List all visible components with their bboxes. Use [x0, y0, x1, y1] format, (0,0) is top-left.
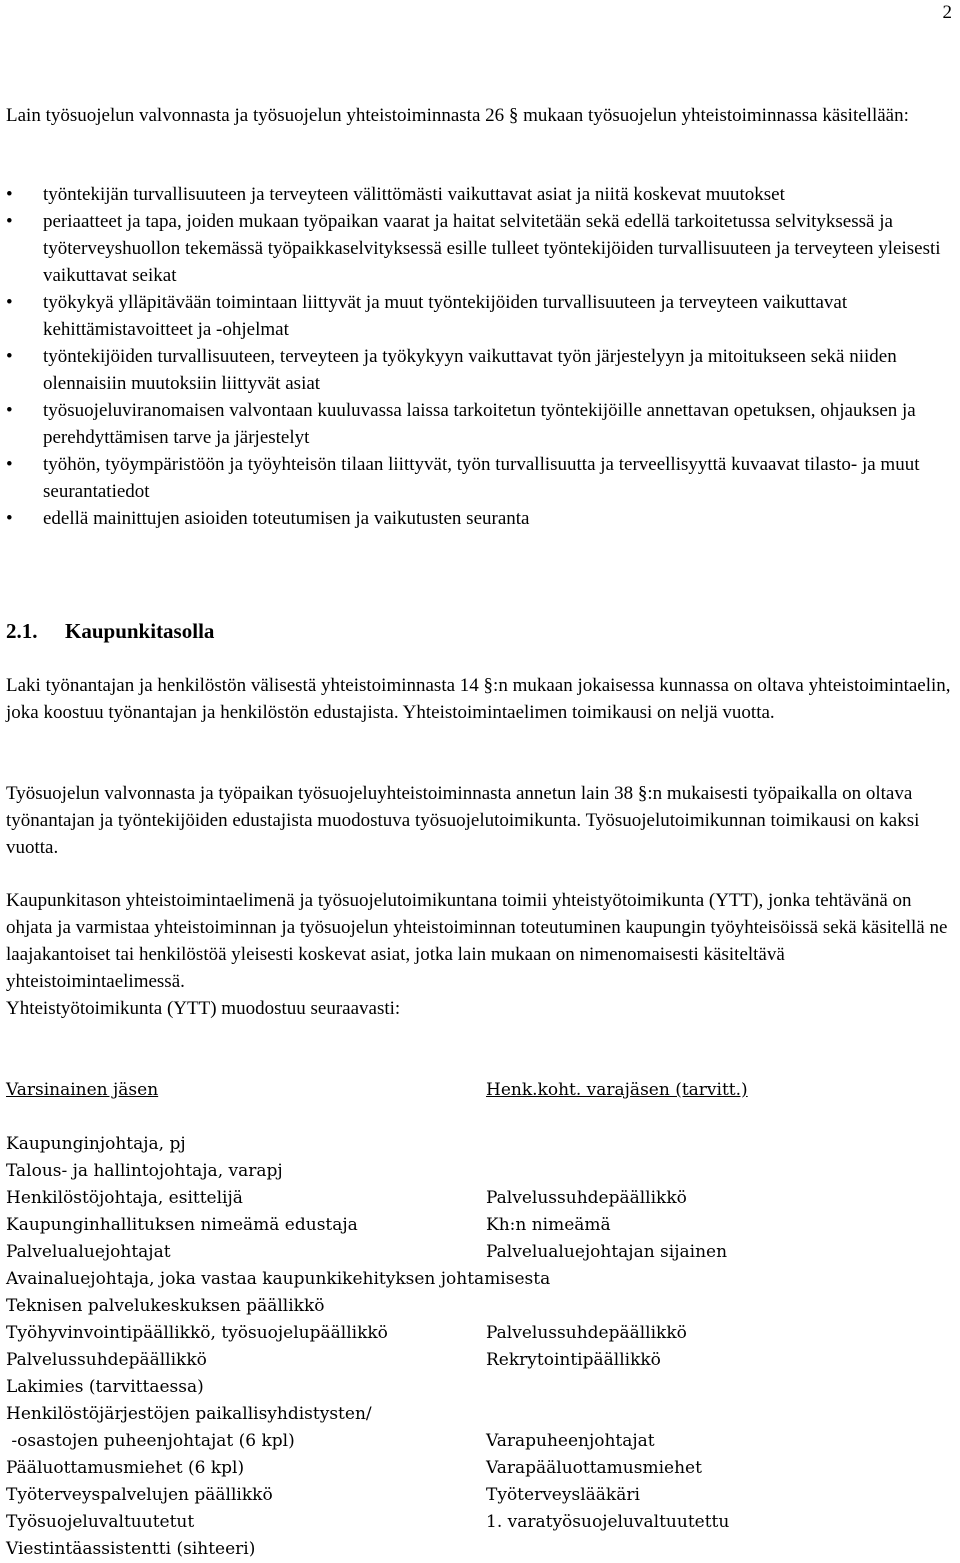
bullet-icon: • — [6, 211, 13, 232]
deputy-cell: Palvelussuhdepäällikkö — [486, 1188, 687, 1208]
page-number: 2 — [942, 2, 952, 23]
deputy-cell: Työterveyslääkäri — [486, 1485, 640, 1505]
member-cell: Palvelussuhdepäällikkö — [6, 1350, 207, 1370]
member-cell: Lakimies (tarvittaessa) — [6, 1377, 204, 1397]
table-row — [6, 1509, 956, 1536]
table-row — [6, 1428, 956, 1455]
list-item — [0, 451, 950, 505]
member-cell: Henkilöstöjohtaja, esittelijä — [6, 1188, 243, 1208]
table-row — [6, 1158, 956, 1185]
list-item-text: työntekijän turvallisuuteen ja terveyteen välittömästi vaikuttavat asiat ja niitä koskevat muutokset — [43, 184, 785, 205]
member-cell: Viestintäassistentti (sihteeri) — [6, 1539, 256, 1559]
table-row — [6, 1212, 956, 1239]
list-item — [0, 505, 950, 532]
section-heading — [6, 617, 214, 645]
table-row — [6, 1401, 956, 1428]
member-cell: Teknisen palvelukeskuksen päällikkö — [6, 1296, 325, 1316]
list-item-text: työntekijöiden turvallisuuteen, terveyteen ja työkykyyn vaikuttavat työn järjestelyyn ja mitoitukseen sekä niiden olennaisiin muutoksiin liittyvät asiat — [43, 346, 897, 394]
paragraph-ytt: Kaupunkitason yhteistoimintaelimenä ja työsuojelutoimikuntana toimii yhteistyötoimikunta (YTT), jonka tehtävänä on ohjata ja varmistaa yhteistoiminnan ja työsuojelun yhteistoiminnan toteutuminen kaupungin työyhteisöissä sekä käsitellä ne laajakantoiset tai henkilöstöä yleisesti koskevat asiat, jotka lain mukaan on nimenomaisesti käsiteltävä yhteistoimintaelimessä. — [6, 890, 948, 992]
members-table-header — [6, 1077, 956, 1104]
member-cell: Palvelualuejohtajat — [6, 1242, 171, 1262]
list-item — [0, 208, 950, 289]
table-header-row — [6, 1077, 956, 1104]
member-cell: Talous- ja hallintojohtaja, varapj — [6, 1161, 283, 1181]
member-cell: Työterveyspalvelujen päällikkö — [6, 1485, 273, 1505]
table-row — [6, 1320, 956, 1347]
deputy-cell: Varapääluottamusmiehet — [486, 1458, 702, 1478]
deputy-cell: Varapuheenjohtajat — [486, 1431, 655, 1451]
table-row — [6, 1374, 956, 1401]
table-row — [6, 1239, 956, 1266]
member-cell: Kaupunginjohtaja, pj — [6, 1134, 186, 1154]
list-item-text: työsuojeluviranomaisen valvontaan kuuluvassa laissa tarkoitetun työntekijöille annettavan opetuksen, ohjauksen ja perehdyttämisen tarve ja järjestelyt — [43, 400, 916, 448]
table-row — [6, 1347, 956, 1374]
deputy-cell: Rekrytointipäällikkö — [486, 1350, 661, 1370]
deputy-cell: 1. varatyösuojeluvaltuutettu — [486, 1512, 730, 1532]
member-cell: Henkilöstöjärjestöjen paikallisyhdistysten/ — [6, 1404, 372, 1424]
list-item — [0, 343, 950, 397]
list-item — [0, 181, 950, 208]
members-table — [6, 1131, 956, 1563]
member-cell: Työsuojeluvaltuutetut — [6, 1512, 195, 1532]
header-member: Varsinainen jäsen — [6, 1080, 159, 1100]
member-cell: Pääluottamusmiehet (6 kpl) — [6, 1458, 245, 1478]
topics-list — [0, 181, 950, 532]
table-row — [6, 1131, 956, 1158]
list-item-text: periaatteet ja tapa, joiden mukaan työpaikan vaarat ja haitat selvitetään sekä edellä tarkoitetussa selvityksessä ja työterveyshuollon tekemässä työpaikkaselvityksessä esille tulleet työntekijöiden turvallisuuteen ja terveyteen yleisesti vaikuttavat seikat — [43, 211, 941, 286]
member-cell: Työhyvinvointipäällikkö, työsuojelupäällikkö — [6, 1323, 388, 1343]
member-cell: Kaupunginhallituksen nimeämä edustaja — [6, 1215, 358, 1235]
paragraph-safety-committee: Työsuojelun valvonnasta ja työpaikan työsuojeluyhteistoiminnasta annetun lain 38 §:n mukaisesti työpaikalla on oltava työnantajan ja työntekijöiden edustajista muodostuva työsuojelutoimikunta. Työsuojelutoimikunnan toimikausi on kaksi vuotta. — [6, 783, 920, 858]
table-row — [6, 1266, 956, 1293]
table-row — [6, 1293, 956, 1320]
paragraph-ytt-composition: Yhteistyötoimikunta (YTT) muodostuu seuraavasti: — [6, 998, 401, 1019]
bullet-icon: • — [6, 292, 13, 313]
paragraph-law-cooperation: Laki työnantajan ja henkilöstön välisestä yhteistoiminnasta 14 §:n mukaan jokaisessa kunnassa on oltava yhteistoimintaelin, joka koostuu työnantajan ja henkilöstön edustajista. Yhteistoimintaelimen toimikausi on neljä vuotta. — [6, 675, 951, 723]
table-row — [6, 1455, 956, 1482]
deputy-cell: Palvelualuejohtajan sijainen — [486, 1242, 728, 1262]
deputy-cell: Kh:n nimeämä — [486, 1215, 611, 1235]
table-row — [6, 1482, 956, 1509]
deputy-cell: Palvelussuhdepäällikkö — [486, 1323, 687, 1343]
bullet-icon: • — [6, 184, 13, 205]
list-item — [0, 397, 950, 451]
table-row — [6, 1536, 956, 1563]
member-cell: -osastojen puheenjohtajat (6 kpl) — [6, 1431, 295, 1451]
bullet-icon: • — [6, 454, 13, 475]
list-item-text: edellä mainittujen asioiden toteutumisen ja vaikutusten seuranta — [43, 508, 530, 529]
header-deputy: Henk.koht. varajäsen (tarvitt.) — [486, 1080, 748, 1100]
bullet-icon: • — [6, 346, 13, 367]
bullet-icon: • — [6, 400, 13, 421]
list-item — [0, 289, 950, 343]
list-item-text: työhön, työympäristöön ja työyhteisön tilaan liittyvät, työn turvallisuutta ja terveellisyyttä kuvaavat tilasto- ja muut seurantatiedot — [43, 454, 920, 502]
member-cell: Avainaluejohtaja, joka vastaa kaupunkikehityksen johtamisesta — [6, 1269, 551, 1289]
section-number: 2.1. — [6, 619, 38, 643]
section-title: Kaupunkitasolla — [65, 619, 215, 643]
list-item-text: työkykyä ylläpitävään toimintaan liittyvät ja muut työntekijöiden turvallisuuteen ja terveyteen vaikuttavat kehittämistavoitteet ja -ohjelmat — [43, 292, 848, 340]
bullet-icon: • — [6, 508, 13, 529]
intro-paragraph: Lain työsuojelun valvonnasta ja työsuojelun yhteistoiminnasta 26 § mukaan työsuojelun yhteistoiminnassa käsitellään: — [6, 105, 909, 126]
table-row — [6, 1185, 956, 1212]
